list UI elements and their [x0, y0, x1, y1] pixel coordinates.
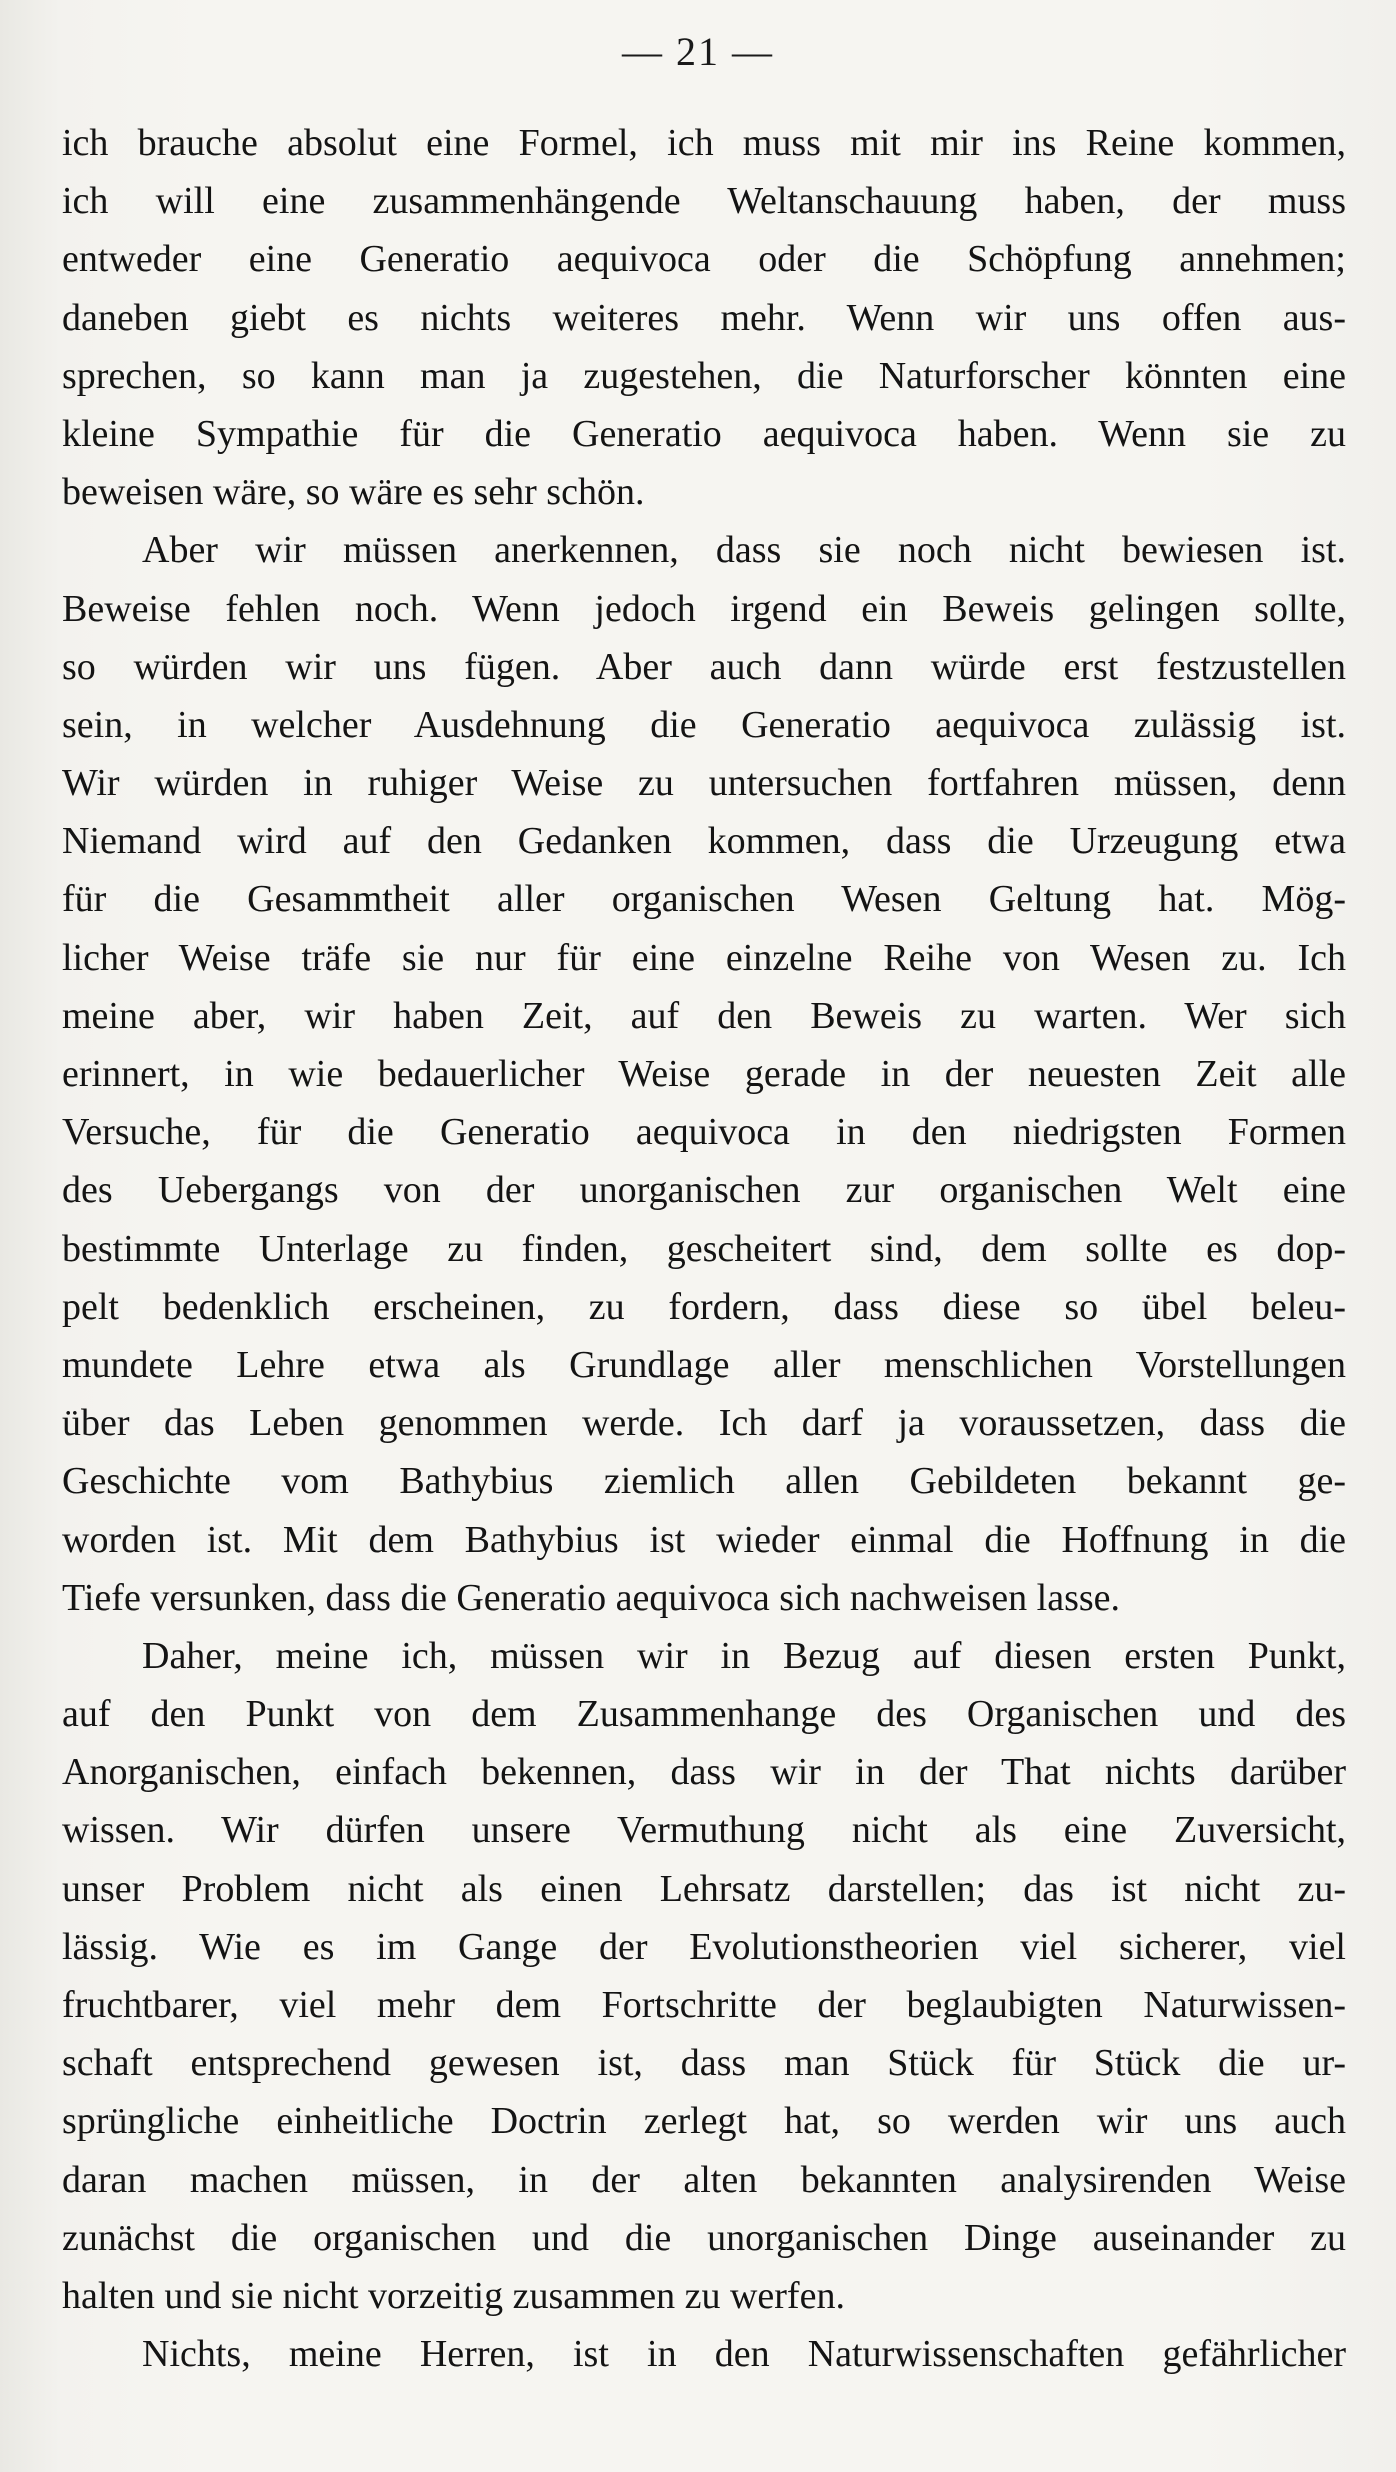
text-line: Wir würden in ruhiger Weise zu untersuchen fortfahren müssen, denn [62, 762, 1346, 805]
text-line: entweder eine Generatio aequivoca oder die Schöpfung annehmen; [62, 238, 1346, 281]
text-line: des Uebergangs von der unorganischen zur organischen Welt eine [62, 1169, 1346, 1212]
text-line: Anorganischen, einfach bekennen, dass wir in der That nichts darüber [62, 1751, 1346, 1794]
text-line: sein, in welcher Ausdehnung die Generatio aequivoca zulässig ist. [62, 703, 1346, 746]
text-line: über das Leben genommen werde. Ich darf ja voraussetzen, dass die [62, 1402, 1346, 1445]
text-line: Beweise fehlen noch. Wenn jedoch irgend ein Beweis gelingen sollte, [62, 587, 1346, 630]
text-line: schaft entsprechend gewesen ist, dass man Stück für Stück die ur- [62, 2042, 1346, 2085]
text-line: pelt bedenklich erscheinen, zu fordern, dass diese so übel beleu- [62, 1285, 1346, 1328]
body-text [62, 114, 1346, 2383]
text-line: wissen. Wir dürfen unsere Vermuthung nicht als eine Zuversicht, [62, 1809, 1346, 1852]
paragraph-start-line: Nichts, meine Herren, ist in den Naturwissenschaften gefährlicher [142, 2333, 1346, 2376]
text-line: Niemand wird auf den Gedanken kommen, dass die Urzeugung etwa [62, 820, 1346, 863]
text-line: Tiefe versunken, dass die Generatio aequivoca sich nachweisen lasse. [62, 1576, 1121, 1619]
text-line: meine aber, wir haben Zeit, auf den Beweis zu warten. Wer sich [62, 994, 1346, 1037]
text-line: ich brauche absolut eine Formel, ich muss mit mir ins Reine kommen, [62, 122, 1346, 164]
text-line: worden ist. Mit dem Bathybius ist wieder einmal die Hoffnung in die [62, 1518, 1346, 1561]
text-line: erinnert, in wie bedauerlicher Weise gerade in der neuesten Zeit alle [62, 1053, 1346, 1095]
text-line: beweisen wäre, so wäre es sehr schön. [62, 471, 645, 514]
text-line: sprechen, so kann man ja zugestehen, die Naturforscher könnten eine [62, 354, 1346, 397]
text-line: daneben giebt es nichts weiteres mehr. Wenn wir uns offen aus- [62, 296, 1346, 339]
text-line: Geschichte vom Bathybius ziemlich allen Gebildeten bekannt ge- [62, 1460, 1346, 1503]
text-line: unser Problem nicht als einen Lehrsatz darstellen; das ist nicht zu- [62, 1867, 1346, 1910]
text-line: zunächst die organischen und die unorganischen Dinge auseinander zu [62, 2216, 1346, 2259]
paragraph-start-line: Daher, meine ich, müssen wir in Bezug auf diesen ersten Punkt, [142, 1634, 1346, 1677]
text-line: für die Gesammtheit aller organischen Wesen Geltung hat. Mög- [62, 878, 1346, 921]
text-line: Versuche, für die Generatio aequivoca in den niedrigsten Formen [62, 1111, 1346, 1154]
text-line: halten und sie nicht vorzeitig zusammen zu werfen. [62, 2274, 845, 2317]
text-line: daran machen müssen, in der alten bekannten analysirenden Weise [62, 2158, 1346, 2201]
paragraph-start-line: Aber wir müssen anerkennen, dass sie noch nicht bewiesen ist. [142, 529, 1346, 572]
text-line: kleine Sympathie für die Generatio aequivoca haben. Wenn sie zu [62, 412, 1346, 455]
text-line: fruchtbarer, viel mehr dem Fortschritte der beglaubigten Naturwissen- [62, 1984, 1346, 2026]
page-number: — 21 — [622, 29, 774, 74]
text-line: licher Weise träfe sie nur für eine einzelne Reihe von Wesen zu. Ich [62, 936, 1346, 979]
text-line: sprüngliche einheitliche Doctrin zerlegt hat, so werden wir uns auch [62, 2100, 1346, 2143]
text-line: mundete Lehre etwa als Grundlage aller menschlichen Vorstellungen [62, 1343, 1346, 1386]
text-line: so würden wir uns fügen. Aber auch dann würde erst festzustellen [62, 645, 1346, 688]
text-line: ich will eine zusammenhängende Weltanschauung haben, der muss [62, 180, 1346, 223]
text-line: lässig. Wie es im Gange der Evolutionstheorien viel sicherer, viel [62, 1925, 1346, 1968]
text-line: auf den Punkt von dem Zusammenhange des Organischen und des [62, 1693, 1346, 1736]
text-line: bestimmte Unterlage zu finden, gescheitert sind, dem sollte es dop- [62, 1227, 1346, 1270]
